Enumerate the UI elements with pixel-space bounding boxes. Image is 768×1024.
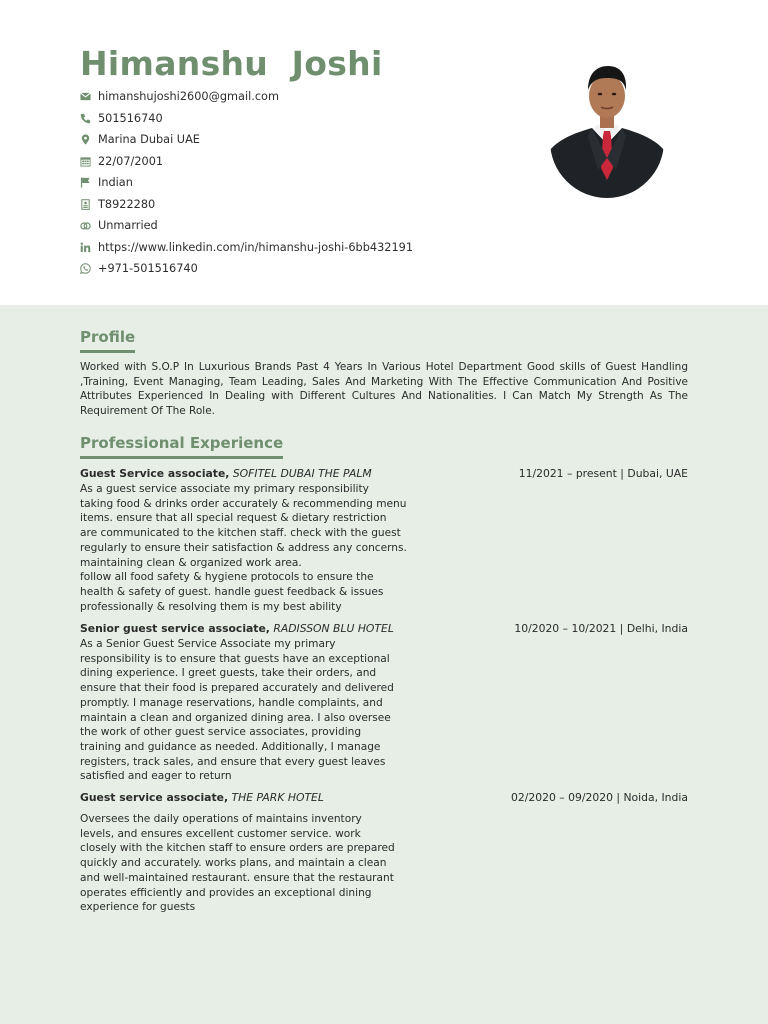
contact-list — [80, 86, 413, 280]
job-location: Noida, India — [623, 791, 688, 804]
contact-marital-status — [80, 215, 413, 237]
linkedin-icon — [80, 241, 98, 253]
job-location: Dubai, UAE — [627, 467, 688, 480]
job-dates: 10/2020 – 10/2021 — [514, 622, 617, 635]
job-company: RADISSON BLU HOTEL — [273, 622, 394, 635]
rings-icon — [80, 220, 98, 232]
contact-email-text: himanshujoshi2600@gmail.com — [98, 90, 279, 104]
contact-nationality — [80, 172, 413, 194]
flag-icon — [80, 177, 98, 189]
job-entry-header: Senior guest service associate, RADISSON BLU HOTEL 10/2020 – 10/2021 | Delhi, India — [80, 622, 688, 635]
contact-phone-text: 501516740 — [98, 111, 163, 125]
candidate-name: Himanshu Joshi — [80, 44, 383, 83]
job-company: SOFITEL DUBAI THE PALM — [232, 467, 372, 480]
job-description: As a guest service associate my primary responsibility taking food & drinks order accurately & recommending menu items. ensure that all special request & dietary restriction are communicated to the kitchen staff. check with the guest regularly to ensure their satisfaction & address any concerns. maintaining clean & organized work area. follow all food safety & hygiene protocols to ensure the health & safety of guest. handle guest feedback & issues professionally & resolving them is my best ability — [80, 483, 407, 613]
experience-heading-text: Professional Experience — [80, 434, 284, 452]
location-pin-icon — [80, 134, 98, 146]
job-company: THE PARK HOTEL — [231, 791, 324, 804]
contact-passport-text: T8922280 — [98, 197, 156, 211]
job-role: Senior guest service associate, — [80, 622, 270, 635]
profile-photo — [550, 58, 664, 198]
job-dates: 11/2021 – present — [518, 467, 617, 480]
job-entry-header: Guest Service associate, SOFITEL DUBAI THE PALM 11/2021 – present | Dubai, UAE — [80, 467, 688, 480]
profile-summary: Worked with S.O.P In Luxurious Brands Past 4 Years In Various Hotel Department Good skills of Guest Handling ,Training, Event Managing, Team Leading, Sales And Marketing With The Effective Communication And Positive Attributes Experienced In Dealing with Different Cultures And Nationalities. I Can Match My Strength As The Requirement Of The Role. — [80, 361, 688, 417]
job-description: Oversees the daily operations of maintains inventory levels, and ensures excellent customer service. work closely with the kitchen staff to ensure orders are prepared quickly and accurately. works plans, and maintain a clean and well-maintained restaurant. ensure that the restaurant operates efficiently and provides an exceptional dining experience for guests — [80, 813, 395, 914]
email-icon — [80, 91, 98, 103]
job-description: As a Senior Guest Service Associate my primary responsibility is to ensure that guests have an exceptional dining experience. I greet guests, take their orders, and ensure that their food is prepared accurately and delivered promptly. I manage reservations, handle complaints, and maintain a clean and organized dining area. I also oversee the work of other guest service associates, providing training and guidance as needed. Additionally, I manage registers, track sales, and ensure that every guest leaves satisfied and eager to return — [80, 638, 394, 783]
experience-heading-underline — [80, 456, 283, 459]
profile-heading — [80, 328, 135, 353]
job-role: Guest service associate, — [80, 791, 229, 804]
contact-marital-status-text: Unmarried — [98, 219, 158, 233]
phone-icon — [80, 112, 98, 124]
contact-whatsapp[interactable] — [80, 258, 413, 280]
contact-linkedin-text: https://www.linkedin.com/in/himanshu-joshi-6bb432191 — [98, 240, 414, 254]
header-section — [0, 0, 768, 305]
job-role: Guest Service associate, — [80, 467, 230, 480]
contact-passport — [80, 194, 413, 216]
contact-location — [80, 129, 413, 151]
contact-phone[interactable] — [80, 108, 413, 130]
contact-location-text: Marina Dubai UAE — [98, 133, 200, 147]
experience-heading — [80, 434, 283, 459]
contact-nationality-text: Indian — [98, 176, 133, 190]
contact-linkedin[interactable] — [80, 237, 413, 259]
whatsapp-icon — [80, 263, 98, 275]
calendar-icon — [80, 155, 98, 167]
profile-heading-text: Profile — [80, 328, 136, 346]
contact-whatsapp-text: +971-501516740 — [98, 262, 198, 276]
contact-birthdate-text: 22/07/2001 — [98, 154, 164, 168]
job-entry-header: Guest service associate, THE PARK HOTEL 02/2020 – 09/2020 | Noida, India — [80, 791, 688, 804]
job-dates: 02/2020 – 09/2020 — [510, 791, 613, 804]
id-card-icon — [80, 198, 98, 210]
profile-heading-underline — [80, 350, 135, 353]
contact-birthdate — [80, 151, 413, 173]
contact-email[interactable] — [80, 86, 413, 108]
job-location: Delhi, India — [626, 622, 688, 635]
